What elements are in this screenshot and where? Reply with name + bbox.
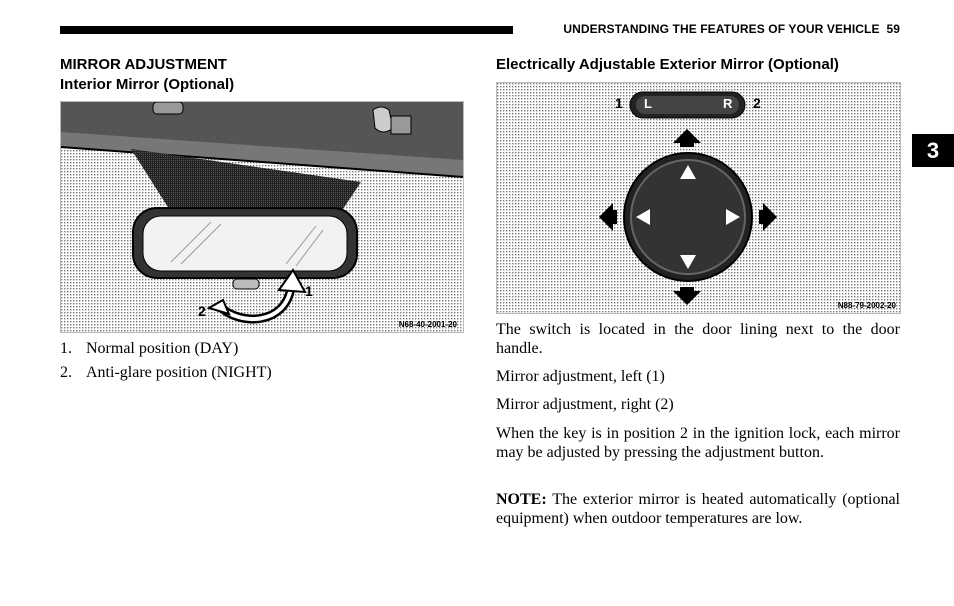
note-paragraph: [496, 491, 900, 528]
figure-code: N88-79-2002-20: [837, 301, 896, 310]
callout-1: 1: [615, 95, 623, 111]
interior-mirror-subtitle: Interior Mirror (Optional): [60, 76, 235, 93]
page-number: 59: [886, 22, 900, 36]
list-item-number: 2.: [60, 364, 72, 381]
mirror-position-list: [60, 339, 272, 387]
callout-2: 2: [753, 95, 761, 111]
exterior-mirror-subtitle: Electrically Adjustable Exterior Mirror (Optional): [496, 56, 839, 73]
adjust-instructions-paragraph: When the key is in position 2 in the ignition lock, each mirror may be adjusted by pressing the adjustment button.: [496, 425, 900, 461]
chapter-tab: 3: [912, 134, 954, 167]
running-head: [522, 22, 900, 36]
mirror-switch-illustration: [497, 83, 900, 313]
section-title: MIRROR ADJUSTMENT: [60, 56, 227, 73]
callout-1: 1: [305, 283, 313, 299]
header-rule: [60, 26, 513, 34]
list-item-text: Anti-glare position (NIGHT): [86, 364, 272, 381]
note-label: NOTE:: [496, 491, 547, 508]
interior-mirror-figure: [60, 101, 464, 333]
right-adjust-paragraph: Mirror adjustment, right (2): [496, 396, 674, 413]
list-item: [60, 339, 272, 363]
left-adjust-paragraph: Mirror adjustment, left (1): [496, 368, 665, 385]
switch-location-paragraph: The switch is located in the door lining next to the door handle.: [496, 321, 900, 357]
list-item-number: 1.: [60, 340, 72, 357]
note-text: The exterior mirror is heated automatically (optional equipment) when outdoor temperatures are low.: [496, 491, 900, 527]
switch-left-label: L: [644, 96, 652, 111]
figure-code: N68-40-2001-20: [398, 320, 457, 329]
switch-right-label: R: [723, 96, 733, 111]
interior-mirror-illustration: [61, 102, 463, 332]
callout-2: 2: [198, 303, 206, 319]
running-head-title: UNDERSTANDING THE FEATURES OF YOUR VEHICLE: [563, 22, 880, 36]
list-item-text: Normal position (DAY): [86, 340, 239, 357]
list-item: [60, 363, 272, 387]
exterior-mirror-figure: [496, 82, 901, 314]
